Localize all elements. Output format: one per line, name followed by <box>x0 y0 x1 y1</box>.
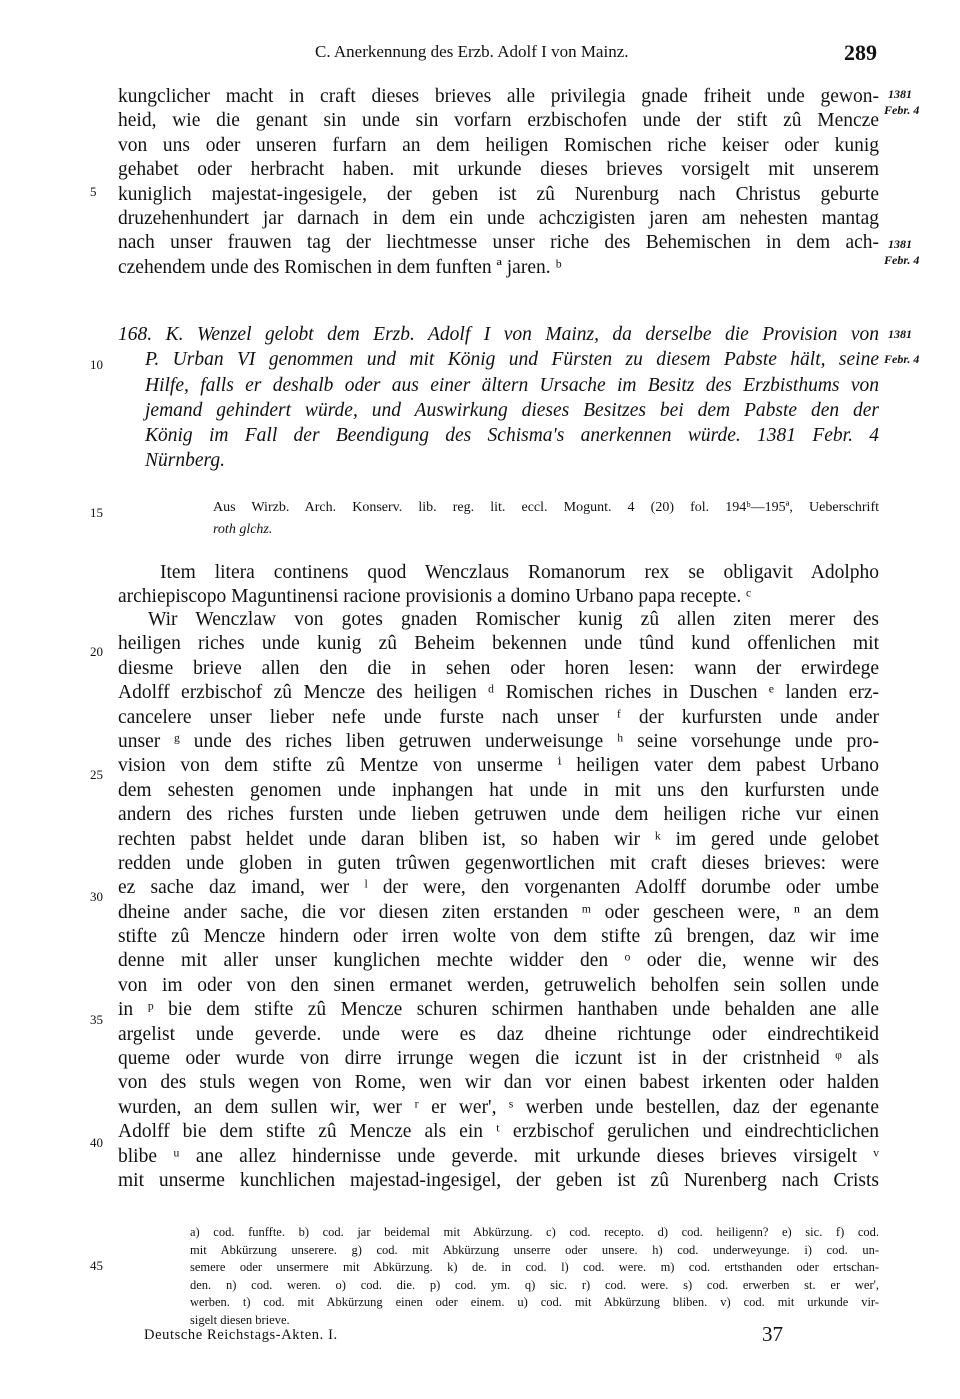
text-line: stifte zû Mencze hindern oder irren wolte von dem stifte zû brengen, daz wir ime <box>118 926 879 948</box>
regest-line: Hilfe, falls er deshalb oder aus einer ältern Ursache im Besitz des Erzbisthums von <box>145 374 879 396</box>
text-line: unser ᵍ unde des riches liben getruwen underweisunge ʰ seine vorsehunge unde pro- <box>118 730 879 752</box>
line-number: 10 <box>90 357 103 372</box>
source-note <box>213 497 879 541</box>
rubric-line: archiepiscopo Maguntinensi racione provisionis a domino Urbano papa recepte. ᶜ <box>118 586 752 608</box>
text-line: wurden, an dem sullen wir, wer ʳ er wer', ˢ werben unde bestellen, daz der egenante <box>118 1096 879 1118</box>
regest-line: 168. K. Wenzel gelobt dem Erzb. Adolf I von Mainz, da derselbe die Provision von <box>118 324 879 345</box>
margin-date-year: 1381 <box>888 327 912 341</box>
text-line: mit unserme kunchlichen majestad-ingesigel, der geben ist zû Nurenberg nach Crists <box>118 1169 879 1191</box>
running-head: C. Anerkennung des Erzb. Adolf I von Mainz. <box>315 42 629 61</box>
line-number: 35 <box>90 1012 103 1027</box>
page-number: 289 <box>844 40 877 65</box>
footnote-line: werben. t) cod. mit Abkürzung einen oder einem. u) cod. mit Abkürzung bliben. v) cod. mit urkunde vir- <box>190 1295 879 1310</box>
text-line: cancelere unser lieber nefe unde furste nach unser ᶠ der kurfursten unde ander <box>118 706 879 728</box>
series-title: Deutsche Reichstags-Akten. I. <box>144 1327 338 1343</box>
source-line: roth glchz. <box>213 522 273 537</box>
line-number: 20 <box>90 644 103 659</box>
margin-date-year: 1381 <box>888 237 912 251</box>
regest-line: König im Fall der Beendigung des Schisma's anerkennen würde. 1381 Febr. 4 <box>145 425 879 447</box>
text-line: dem sehesten genomen unde inphangen hat unde in mit uns den kurfursten unde <box>118 779 879 801</box>
footnote-line: sigelt diesen brieve. <box>190 1312 290 1327</box>
text-line: von im oder von den sinen ermanet werden, getruwelich beholfen sein sollen unde <box>118 974 879 996</box>
text-line: von des stuls wegen von Rome, wen wir dan vor einen babest irkenten oder halden <box>118 1072 879 1094</box>
footnote-line: den. n) cod. weren. o) cod. die. p) cod. ym. q) sic. r) cod. were. s) cod. erwerben st. er wer', <box>190 1277 879 1292</box>
body-paragraph-1 <box>118 85 879 280</box>
line-number: 5 <box>90 184 97 199</box>
text-line: nach unser frauwen tag der liechtmesse unser riche des Behemischen in dem ach- <box>118 232 879 254</box>
text-line: Adolff erzbischof zû Mencze des heiligen ᵈ Romischen riches in Duschen ᵉ landen erz- <box>118 682 879 704</box>
text-line: denne mit aller unser kunglichen mechte widder den ᵒ oder die, wenne wir des <box>118 950 879 972</box>
text-line: queme oder wurde von dirre irrunge wegen die iczunt ist in der cristnheid ᵠ als <box>118 1048 879 1070</box>
text-line: blibe ᵘ ane allez hindernisse unde geverde. mit urkunde dieses brieves virsigelt ᵛ <box>118 1145 879 1167</box>
text-line: ez sache daz imand, wer ˡ der were, den vorgenanten Adolff dorumbe oder umbe <box>118 877 879 899</box>
text-line: kuniglich majestat-ingesigele, der geben ist zû Nurenburg nach Christus geburte <box>118 183 879 205</box>
text-line: Adolff bie dem stifte zû Mencze als ein ᵗ erzbischof gerulichen und eindrechticlichen <box>118 1121 879 1143</box>
margin-date-day: Febr. 4 <box>884 253 920 267</box>
text-line: gehabet oder herbracht haben. mit urkunde dieses brieves vorsigelt mit unserem <box>118 159 879 181</box>
text-line: diesme brieve allen den die in sehen oder horen lesen: wann der erwirdege <box>118 657 879 679</box>
text-line: Wir Wenczlaw von gotes gnaden Romischer kunig zû allen ziten merer des <box>148 609 879 630</box>
signature-mark: 37 <box>762 1322 783 1346</box>
regest-line: jemand gehindert würde, und Auswirkung dieses Besitzes bei dem Pabste den der <box>145 399 879 421</box>
text-line: redden unde globen in guten trûwen gegenwortlichen mit craft dieses brieves: were <box>118 852 879 874</box>
text-line: dheine ander sache, die vor diesen ziten erstanden ᵐ oder gescheen were, ⁿ an dem <box>118 901 879 923</box>
line-number: 40 <box>90 1135 103 1150</box>
margin-date-day: Febr. 4 <box>884 103 920 117</box>
text-line: rechten pabst heldet unde daran bliben ist, so haben wir ᵏ im gered unde gelobet <box>118 828 879 850</box>
text-line: czehendem unde des Romischen in dem funften ª jaren. ᵇ <box>118 256 562 278</box>
line-number: 45 <box>90 1258 103 1273</box>
text-line: argelist unde geverde. unde were es daz dheine richtunge oder eindrechtikeid <box>118 1023 879 1045</box>
text-line: heid, wie die genant sin unde sin vorfarn erzbischofen unde der stift zû Mencze <box>118 110 879 132</box>
margin-date-day: Febr. 4 <box>884 352 920 366</box>
footnote-line: mit Abkürzung unserere. g) cod. mit Abkürzung unserre oder unsere. h) cod. underweyunge. i) cod. un- <box>190 1242 879 1257</box>
line-number: 15 <box>90 505 103 520</box>
text-line: vision von dem stifte zû Mentze von unserme ⁱ heiligen vater dem pabest Urbano <box>118 755 879 777</box>
text-line: in ᵖ bie dem stifte zû Mencze schuren schirmen hanthaben unde behalden ane alle <box>118 999 879 1021</box>
text-line: andern des riches fursten unde lieben getruwen unde dem heiligen riche vur einen <box>118 804 879 826</box>
margin-date-year: 1381 <box>888 87 912 101</box>
text-line: von uns oder unseren furfarn an dem heiligen Romischen riche keiser oder kunig <box>118 134 879 156</box>
rubric-line: Item litera continens quod Wenczlaus Romanorum rex se obligavit Adolpho <box>160 562 879 583</box>
regest-line: P. Urban VI genommen und mit König und Fürsten zu diesem Pabste hält, seine <box>145 349 879 371</box>
footnote-line: semere oder unsermere mit Abkürzung. k) de. in cod. l) cod. were. m) cod. ertsthanden oder ertschan- <box>190 1260 879 1275</box>
document-regest <box>118 322 879 474</box>
text-line: heiligen riches unde kunig zû Beheim bekennen unde tûnd kund offenlichen mit <box>118 633 879 655</box>
source-line: Aus Wirzb. Arch. Konserv. lib. reg. lit. eccl. Mogunt. 4 (20) fol. 194ᵇ—195ª, Ueberschrift <box>213 500 879 515</box>
footnote-line: a) cod. funffte. b) cod. jar beidemal mit Abkürzung. c) cod. recepto. d) cod. heiligenn? e) sic. f) cod. <box>190 1225 879 1239</box>
line-number: 30 <box>90 889 103 904</box>
rubric <box>118 561 879 610</box>
regest-line: Nürnberg. <box>145 450 225 472</box>
footnotes <box>190 1224 879 1330</box>
body-paragraph-2 <box>118 608 879 1193</box>
line-number: 25 <box>90 767 103 782</box>
text-line: kungclicher macht in craft dieses brieves alle privilegia gnade friheit unde gewon- <box>118 86 879 107</box>
text-line: druzehenhundert jar darnach in dem ein unde achczigisten jaren am nehesten mantag <box>118 207 879 229</box>
